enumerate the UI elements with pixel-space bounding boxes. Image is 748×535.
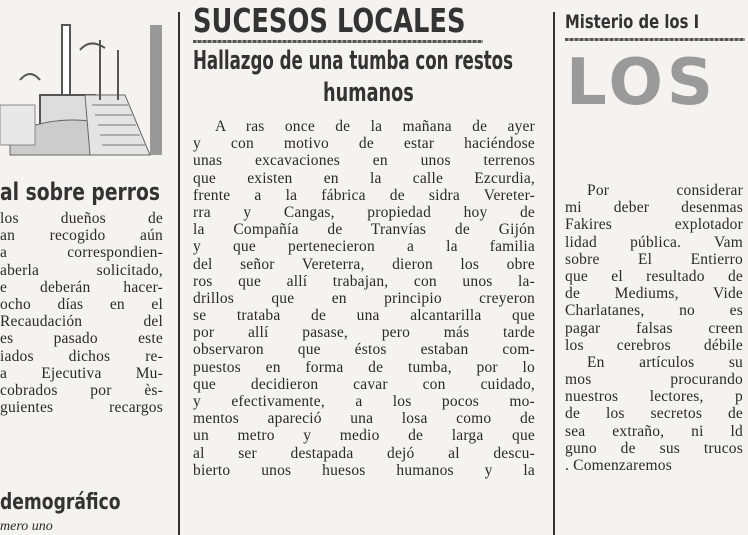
text-line: guientes recargos: [0, 399, 163, 417]
text-line: mentos apareció una losa como de: [193, 410, 535, 428]
text-line: iados dichos re-: [0, 347, 163, 365]
text-line: a correspondien-: [0, 244, 163, 262]
text-line: nuestros lectores, p: [565, 388, 743, 406]
article-body-mystery: [565, 182, 743, 474]
article-heading-demographic: demográfico: [0, 490, 121, 515]
text-line: la Compañía de Tranvías de Gijón: [193, 221, 535, 239]
headline-line-2: humanos: [323, 78, 414, 108]
text-line: Charlatanes, no es: [565, 302, 743, 320]
article-body-tomb: [193, 118, 535, 479]
text-line: e deberán hacer-: [0, 278, 163, 296]
text-line: y que pertenecieron a la familia: [193, 238, 535, 256]
text-line: pagar falsas creen: [565, 319, 743, 337]
text-line: guno de sus trucos: [565, 439, 743, 457]
text-line: sobre El Entierro: [565, 250, 743, 268]
text-line: lidad pública. Vam: [565, 233, 743, 251]
text-line: rra y Cangas, propiedad hoy de: [193, 203, 535, 221]
text-line: un metro y medio de larga que: [193, 427, 535, 445]
text-line: y efectivamente, a los pocos mo-: [193, 393, 535, 410]
column-divider: [553, 12, 555, 535]
lighthouse-illustration: [0, 10, 165, 160]
text-line: de los secretos de: [565, 405, 743, 423]
text-line: de Mediums, Vide: [565, 285, 743, 303]
text-line: En artículos su: [587, 353, 743, 371]
text-line: al ser destapada dejó al descu-: [193, 444, 535, 462]
text-line: Por considerar: [587, 182, 743, 199]
text-line: Fakires explotador: [565, 216, 743, 234]
text-line: que decidieron cavar con cuidado,: [193, 375, 535, 393]
text-line: bierto unos huesos humanos y la: [193, 461, 535, 479]
text-line: mi deber desenmas: [565, 199, 743, 217]
text-line: a Ejecutiva Mu-: [0, 364, 163, 382]
section-title-mystery: Misterio de los I: [565, 11, 700, 33]
section-rule: [565, 38, 745, 41]
text-line: drillos que en principio creyeron: [193, 289, 535, 307]
column-divider: [178, 12, 180, 535]
text-line: observaron que éstos estaban com-: [193, 341, 535, 359]
text-line: ocho días en el: [0, 295, 163, 313]
text-line: an recogido aún: [0, 227, 163, 245]
text-line: que el resultado de: [565, 267, 743, 285]
text-line: cobrados por ès-: [0, 381, 163, 399]
text-line: los dueños de: [0, 210, 163, 227]
text-line: unas excavaciones en unos terrenos: [193, 152, 535, 170]
text-line: que existen en la calle Ezcurdia,: [193, 169, 535, 187]
text-line: mos procurando: [565, 371, 743, 389]
text-line: y con motivo de estar haciéndose: [193, 135, 535, 153]
text-line: . Comenzaremos: [565, 457, 672, 474]
section-rule: [193, 40, 483, 43]
text-line: sea extraño, ni ld: [565, 422, 743, 440]
article-body-dogs: [0, 210, 163, 416]
article-heading-dogs: al sobre perros: [0, 178, 160, 206]
text-line: puestos en forma de tumba, por lo: [193, 358, 535, 376]
text-line: aberla solicitado,: [0, 261, 163, 279]
text-line: mero uno: [0, 519, 53, 534]
text-line: frente a la fábrica de sidra Vereter-: [193, 186, 535, 204]
text-line: por allí pasase, pero más tarde: [193, 324, 535, 342]
text-line: Recaudación del: [0, 313, 163, 331]
big-title: LOS: [566, 46, 717, 120]
text-line: es pasado este: [0, 330, 163, 348]
text-line: los cerebros débile: [565, 336, 743, 354]
text-line: del señor Vereterra, dieron los obre: [193, 255, 535, 273]
text-line: ros que allí trabajan, con unos la-: [193, 272, 535, 290]
section-title-local-events: SUCESOS LOCALES: [193, 1, 466, 40]
text-line: A ras once de la mañana de ayer: [215, 118, 535, 135]
headline: Hallazgo de una tumba con restos: [193, 46, 514, 76]
text-line: se trataba de una alcantarilla que: [193, 307, 535, 325]
